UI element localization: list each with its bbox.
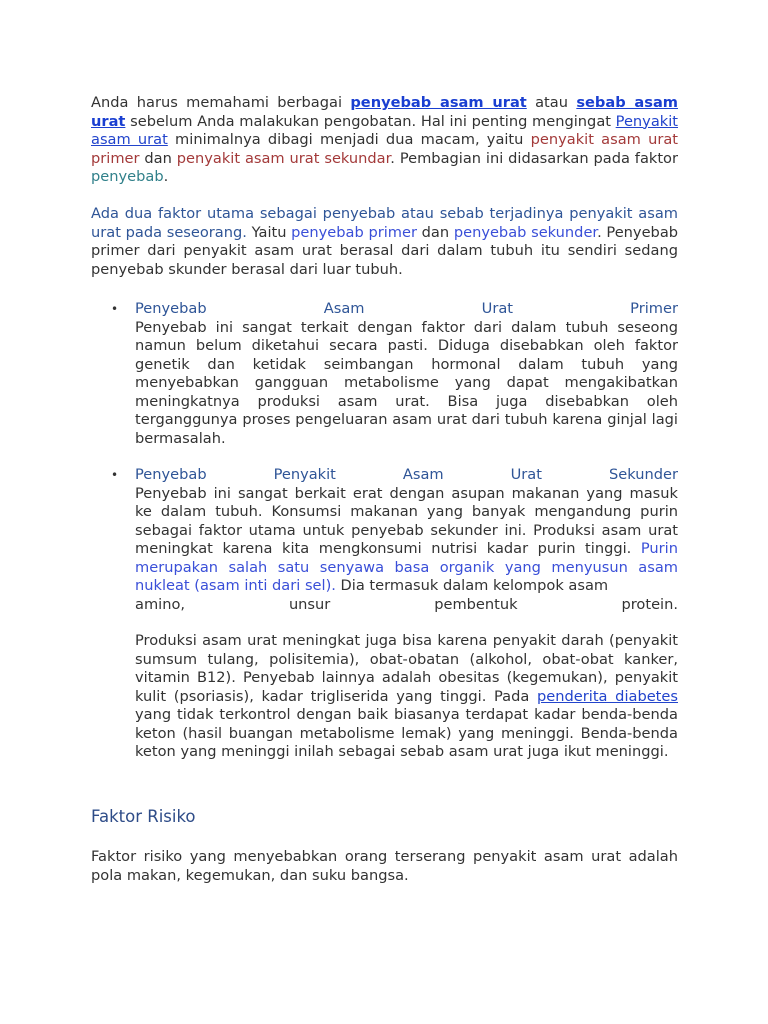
list-item-primer <box>91 300 678 448</box>
bullet-icon: • <box>111 302 119 316</box>
section-heading-faktor-risiko: Faktor Risiko <box>91 807 196 826</box>
sekunder-text: Dia termasuk dalam kelompok asam <box>335 577 609 594</box>
heading-word: Urat <box>481 300 514 317</box>
heading-word: Asam <box>402 466 444 483</box>
sekunder-last-line <box>135 596 678 615</box>
intro-text: . Pembagian ini didasarkan pada faktor <box>390 149 678 167</box>
factors-paragraph <box>91 205 678 279</box>
intro-text: dan <box>139 149 177 167</box>
causes-list <box>91 300 678 762</box>
sekunder-paragraph-2 <box>135 632 678 762</box>
link-penyebab-asam-urat[interactable]: penyebab asam urat <box>350 94 527 111</box>
highlight-purin: Purin merupakan salah satu senyawa basa organik yang menyusun asam nukleat (asam inti dari sel). <box>135 540 678 594</box>
sekunder-text: Penyebab ini sangat berkait erat dengan asupan makanan yang masuk ke dalam tubuh. Konsumsi makanan yang banyak mengandung purin sebagai faktor utama untuk penyebab sekunder ini. Produksi asam urat meningkat karena kita mengkonsumi nutrisi kadar purin tinggi. <box>135 484 678 557</box>
line-word: amino, <box>135 595 186 613</box>
sekunder-text: Produksi asam urat meningkat juga bisa karena penyakit darah (penyakit sumsum tulang, polisitemia), obat-obatan (alkohol, obat-obat kanker, vitamin B12). Penyebab lainnya adalah obesitas (kegemukan), penyakit kulit (psoriasis), kadar trigliserida yang tinggi. Pada <box>135 632 678 705</box>
sekunder-heading <box>135 466 678 485</box>
intro-text: Anda harus memahami berbagai <box>91 94 351 111</box>
link-sebab-asam-urat[interactable]: sebab asam urat <box>91 94 678 130</box>
line-word: unsur <box>288 595 331 613</box>
highlight-sekundar: penyakit asam urat sekundar <box>176 149 391 167</box>
highlight-penyebab: penyebab <box>91 168 164 185</box>
heading-word: Penyebab <box>135 466 207 483</box>
primer-body: Penyebab ini sangat terkait dengan faktor dari dalam tubuh seseong namun belum diketahui secara pasti. Diduga disebabkan oleh faktor genetik dan ketidak seimbangan hormonal dalam tubuh yang menyebabkan gangguan metabolisme yang dapat mengakibatkan meningkatnya produksi asam urat. Bisa juga disebabkan oleh terganggunya proses pengeluaran asam urat dari tubuh karena ginjal lagi bermasalah. <box>135 318 678 447</box>
factors-lead: Ada dua faktor utama sebagai penyebab atau sebab terjadinya penyakit asam urat pada seseorang. <box>91 205 678 241</box>
intro-text: atau <box>526 94 577 111</box>
heading-word: Sekunder <box>608 466 678 483</box>
heading-word: Penyebab <box>135 300 207 317</box>
factors-text: . Penyebab primer dari penyakit asam urat berasal dari dalam tubuh itu sendiri sedang penyebab skunder berasal dari luar tubuh. <box>91 223 679 278</box>
sekunder-body <box>135 485 678 596</box>
sekunder-text: yang tidak terkontrol dengan baik biasanya terdapat kadar benda-benda keton (hasil buangan metabolisme lemak) yang meninggi. Benda-benda keton yang meninggi inilah sebagai sebab asam urat juga ikut meninggi. <box>135 706 678 760</box>
intro-text: sebelum Anda malakukan pengobatan. Hal ini penting mengingat <box>125 112 616 130</box>
highlight-penyebab-sekunder: penyebab sekunder <box>453 223 598 241</box>
risk-paragraph: Faktor risiko yang menyebabkan orang terserang penyakit asam urat adalah pola makan, kegemukan, dan suku bangsa. <box>91 848 678 884</box>
factors-text: dan <box>416 223 454 241</box>
intro-text: minimalnya dibagi menjadi dua macam, yaitu <box>167 131 531 148</box>
heading-word: Asam <box>323 300 365 317</box>
heading-word: Urat <box>510 466 542 483</box>
heading-word: Penyakit <box>273 466 336 483</box>
primer-heading <box>135 300 678 319</box>
heading-word: Primer <box>630 300 678 317</box>
factors-text: Yaitu <box>246 223 292 241</box>
intro-text: . <box>163 168 169 185</box>
link-penderita-diabetes[interactable]: penderita diabetes <box>537 687 678 705</box>
list-item-sekunder <box>91 466 678 762</box>
link-penyakit-asam-urat[interactable]: Penyakit asam urat <box>91 112 678 148</box>
bullet-icon: • <box>111 468 119 482</box>
intro-paragraph <box>91 94 678 187</box>
highlight-primer: penyakit asam urat primer <box>91 131 678 167</box>
line-word: protein. <box>621 595 678 613</box>
line-word: pembentuk <box>434 595 518 613</box>
highlight-penyebab-primer: penyebab primer <box>291 223 417 241</box>
